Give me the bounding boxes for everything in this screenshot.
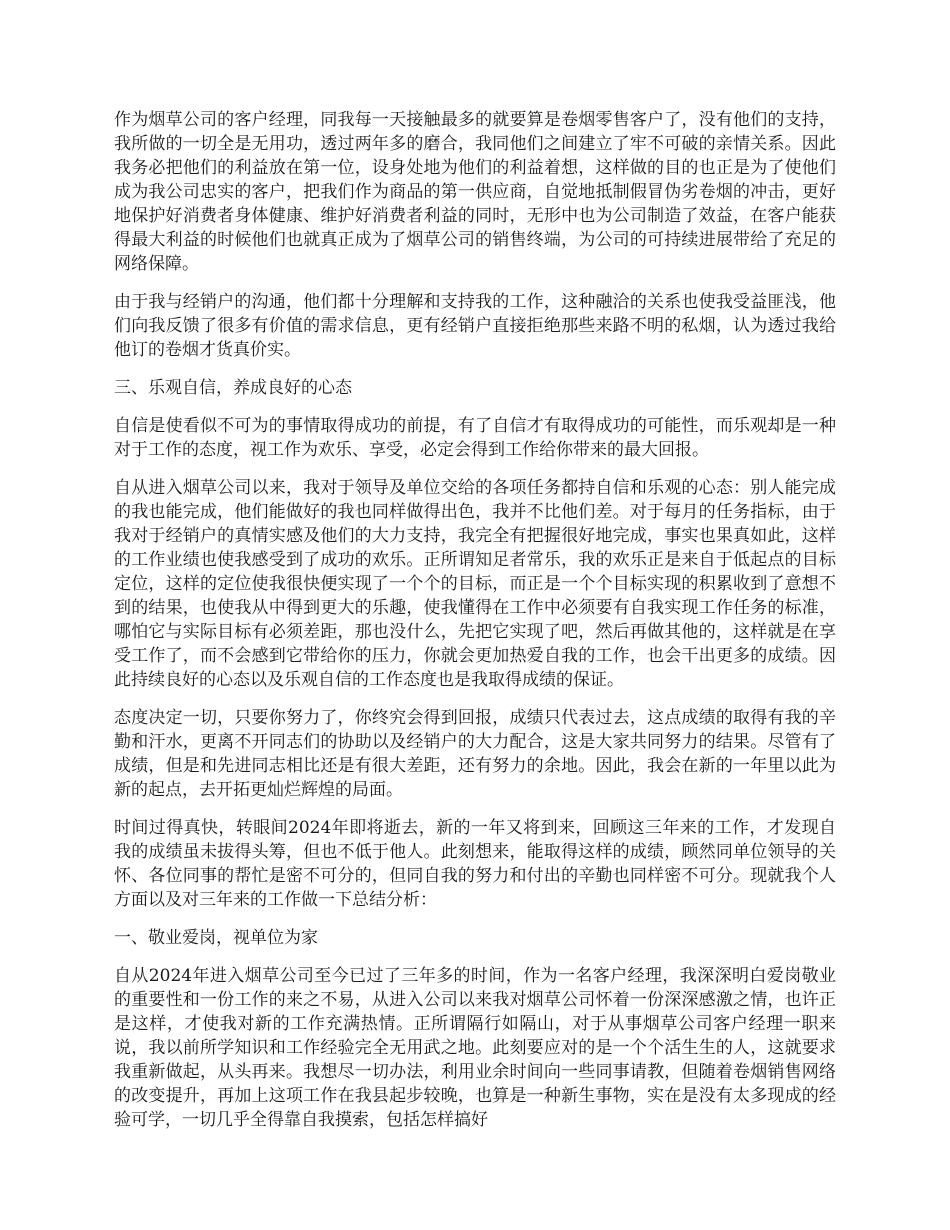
document-body bbox=[114, 108, 836, 1146]
paragraph-confidence: 自信是使看似不可为的事情取得成功的前提，有了自信才有取得成功的可能性，而乐观却是一种对于工作的态度，视工作为欢乐、享受，必定会得到工作给你带来的最大回报。 bbox=[114, 416, 836, 460]
section-heading-dedication: 一、敬业爱岗，视单位为家 bbox=[114, 928, 318, 948]
section-heading-optimism: 三、乐观自信，养成良好的心态 bbox=[114, 378, 352, 398]
paragraph-dealer-communication: 由于我与经销户的沟通，他们都十分理解和支持我的工作，这种融洽的关系也使我受益匪浅，他们向我反馈了很多有价值的需求信息，更有经销户直接拒绝那些来路不明的私烟，认为透过我给他订的卷烟才货真价实。 bbox=[114, 292, 836, 360]
paragraph-review-summary: 时间过得真快，转眼间2024年即将逝去，新的一年又将到来，回顾这三年来的工作，才发现自我的成绩虽未拔得头筹，但也不低于他人。此刻想来，能取得这样的成绩，顾然同单位领导的关怀、各位同事的帮忙是密不可分的，但同自我的努力和付出的辛勤也同样密不可分。现就我个人方面以及对三年来的工作做一下总结分析： bbox=[114, 818, 836, 910]
paragraph-task-attitude: 自从进入烟草公司以来，我对于领导及单位交给的各项任务都持自信和乐观的心态：别人能完成的我也能完成，他们能做好的我也同样做得出色，我并不比他们差。对于每月的任务指标，由于我对于经销户的真情实感及他们的大力支持，我完全有把握很好地完成，事实也果真如此，这样的工作业绩也使我感受到了成功的欢乐。正所谓知足者常乐，我的欢乐正是来自于低起点的目标定位，这样的定位使我很快便实现了一个个的目标，而正是一个个目标实现的积累收到了意想不到的结果，也使我从中得到更大的乐趣，使我懂得在工作中必须要有自我实现工作任务的标准，哪怕它与实际目标有必须差距，那也没什么，先把它实现了吧，然后再做其他的，这样就是在享受工作了，而不会感到它带给你的压力，你就会更加热爱自我的工作，也会干出更多的成绩。因此持续良好的心态以及乐观自信的工作态度也是我取得成绩的保证。 bbox=[114, 478, 836, 690]
paragraph-dedication: 自从2024年进入烟草公司至今已过了三年多的时间，作为一名客户经理，我深深明白爱岗敬业的重要性和一份工作的来之不易，从进入公司以来我对烟草公司怀着一份深深感激之情，也许正是这样，才使我对新的工作充满热情。正所谓隔行如隔山，对于从事烟草公司客户经理一职来说，我以前所学知识和工作经验完全无用武之地。此刻要应对的是一个个活生生的人，这就要求我重新做起，从头再来。我想尽一切办法，利用业余时间向一些同事请教，但随着卷烟销售网络的改变提升，再加上这项工作在我县起步较晚，也算是一种新生事物，实在是没有太多现成的经验可学，一切几乎全得靠自我摸索，包括怎样搞好 bbox=[114, 966, 836, 1130]
paragraph-customer-relations: 作为烟草公司的客户经理，同我每一天接触最多的就要算是卷烟零售客户了，没有他们的支持，我所做的一切全是无用功，透过两年多的磨合，我同他们之间建立了牢不可破的亲情关系。因此我务必把他们的利益放在第一位，设身处地为他们的利益着想，这样做的目的也正是为了使他们成为我公司忠实的客户，把我们作为商品的第一供应商，自觉地抵制假冒伪劣卷烟的冲击，更好地保护好消费者身体健康、维护好消费者利益的同时，无形中也为公司制造了效益，在客户能获得最大利益的时候他们也就真正成为了烟草公司的销售终端，为公司的可持续进展带给了充足的网络保障。 bbox=[114, 110, 836, 274]
paragraph-attitude-decides: 态度决定一切，只要你努力了，你终究会得到回报，成绩只代表过去，这点成绩的取得有我的辛勤和汗水，更离不开同志们的协助以及经销户的大力配合，这是大家共同努力的结果。尽管有了成绩，但是和先进同志相比还是有很大差距，还有努力的余地。因此，我会在新的一年里以此为新的起点，去开拓更灿烂辉煌的局面。 bbox=[114, 708, 836, 800]
